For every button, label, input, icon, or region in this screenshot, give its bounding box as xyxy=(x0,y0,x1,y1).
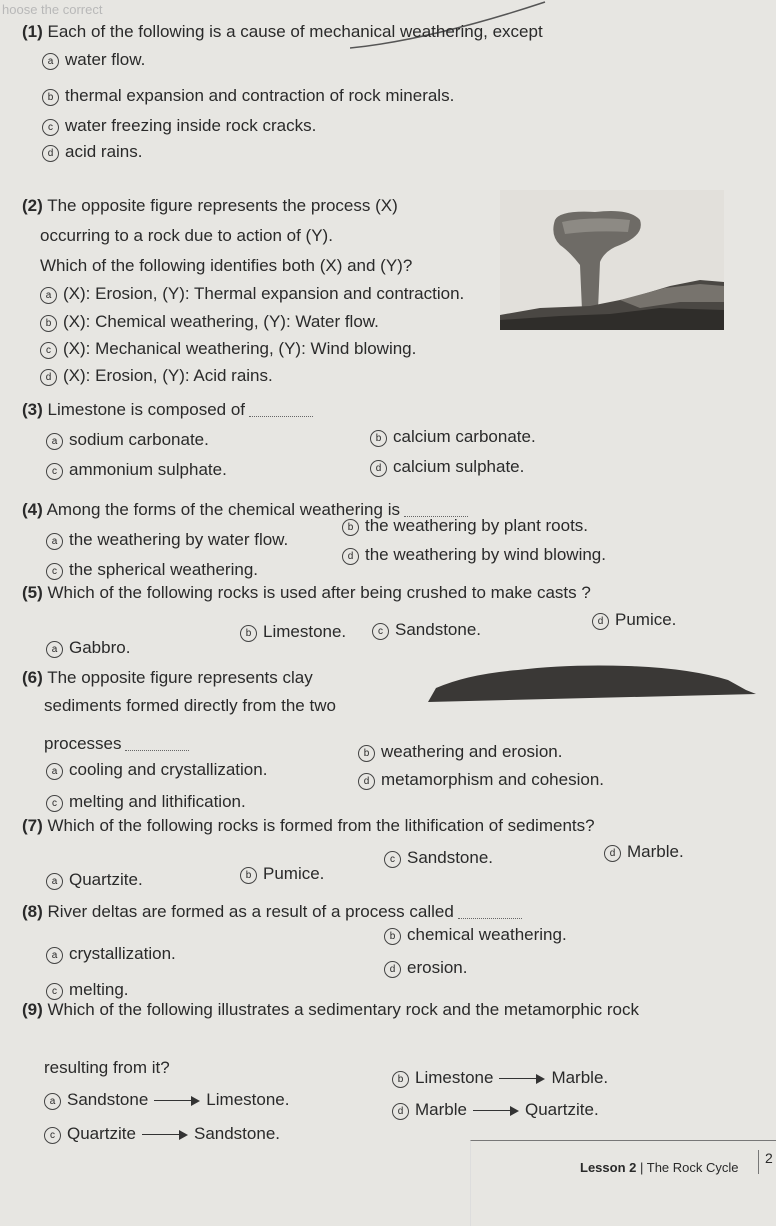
q4-option-c[interactable]: c the spherical weathering. xyxy=(46,560,258,580)
option-b-marker: b xyxy=(358,745,375,762)
question-5-stem: (5) Which of the following rocks is used after being crushed to make casts ? xyxy=(22,583,591,602)
arrow-icon xyxy=(154,1096,200,1106)
q7-option-a[interactable]: a Quartzite. xyxy=(46,870,143,890)
q9-option-d[interactable]: d Marble Quartzite. xyxy=(392,1100,599,1120)
q3-option-b[interactable]: b calcium carbonate. xyxy=(370,427,536,447)
section-heading-fragment: hoose the correct xyxy=(2,2,103,17)
q5-option-a[interactable]: a Gabbro. xyxy=(46,638,130,658)
option-a-marker: a xyxy=(46,641,63,658)
q2-option-a[interactable]: a (X): Erosion, (Y): Thermal expansion and contraction. xyxy=(40,284,464,304)
option-c-marker: c xyxy=(372,623,389,640)
option-c-marker: c xyxy=(44,1127,61,1144)
option-b-marker: b xyxy=(240,867,257,884)
arrow-icon xyxy=(499,1074,545,1084)
q4-option-d[interactable]: d the weathering by wind blowing. xyxy=(342,545,606,565)
option-a-marker: a xyxy=(46,947,63,964)
option-b-marker: b xyxy=(42,89,59,106)
question-6-stem-line1: (6) The opposite figure represents clay xyxy=(22,668,313,687)
option-b-marker: b xyxy=(370,430,387,447)
option-c-marker: c xyxy=(42,119,59,136)
question-9-stem-line1: (9) Which of the following illustrates a sedimentary rock and the metamorphic rock xyxy=(22,1000,639,1019)
option-a-marker: a xyxy=(42,53,59,70)
q4-option-a[interactable]: a the weathering by water flow. xyxy=(46,530,288,550)
option-a-marker: a xyxy=(46,533,63,550)
option-d-marker: d xyxy=(592,613,609,630)
q2-option-b[interactable]: b (X): Chemical weathering, (Y): Water flow. xyxy=(40,312,379,332)
question-6-stem-line2: sediments formed directly from the two xyxy=(44,696,336,715)
q6-option-c[interactable]: c melting and lithification. xyxy=(46,792,246,812)
answer-blank xyxy=(249,402,313,417)
question-4-stem: (4) Among the forms of the chemical weathering is xyxy=(22,500,468,520)
q6-option-b[interactable]: b weathering and erosion. xyxy=(358,742,562,762)
option-c-marker: c xyxy=(40,342,57,359)
q1-option-a[interactable]: a water flow. xyxy=(42,50,145,70)
q2-option-c[interactable]: c (X): Mechanical weathering, (Y): Wind blowing. xyxy=(40,339,416,359)
q5-option-b[interactable]: b Limestone. xyxy=(240,622,346,642)
option-b-marker: b xyxy=(240,625,257,642)
option-c-marker: c xyxy=(46,463,63,480)
answer-blank xyxy=(404,502,468,517)
option-d-marker: d xyxy=(40,369,57,386)
q9-option-b[interactable]: b Limestone Marble. xyxy=(392,1068,608,1088)
option-a-marker: a xyxy=(40,287,57,304)
arrow-icon xyxy=(473,1106,519,1116)
option-c-marker: c xyxy=(46,983,63,1000)
question-8-stem: (8) River deltas are formed as a result of a process called xyxy=(22,902,522,922)
question-7-stem: (7) Which of the following rocks is formed from the lithification of sediments? xyxy=(22,816,595,835)
option-a-marker: a xyxy=(46,433,63,450)
q8-option-c[interactable]: c melting. xyxy=(46,980,129,1000)
q3-option-a[interactable]: a sodium carbonate. xyxy=(46,430,209,450)
question-1-stem: (1) Each of the following is a cause of mechanical weathering, except xyxy=(22,22,543,41)
question-2-stem-line2: occurring to a rock due to action of (Y). xyxy=(40,226,333,245)
option-b-marker: b xyxy=(392,1071,409,1088)
q2-option-d[interactable]: d (X): Erosion, (Y): Acid rains. xyxy=(40,366,273,386)
option-d-marker: d xyxy=(42,145,59,162)
q8-option-b[interactable]: b chemical weathering. xyxy=(384,925,567,945)
option-c-marker: c xyxy=(46,563,63,580)
q3-option-c[interactable]: c ammonium sulphate. xyxy=(46,460,227,480)
option-c-marker: c xyxy=(46,795,63,812)
q9-option-a[interactable]: a Sandstone Limestone. xyxy=(44,1090,289,1110)
q5-option-c[interactable]: c Sandstone. xyxy=(372,620,481,640)
clay-sediment-figure xyxy=(428,660,758,708)
mushroom-rock-photo xyxy=(500,190,724,330)
question-9-stem-line2: resulting from it? xyxy=(44,1058,170,1077)
q8-option-d[interactable]: d erosion. xyxy=(384,958,467,978)
option-a-marker: a xyxy=(44,1093,61,1110)
option-b-marker: b xyxy=(384,928,401,945)
q1-option-c[interactable]: c water freezing inside rock cracks. xyxy=(42,116,316,136)
option-b-marker: b xyxy=(40,315,57,332)
question-3-stem: (3) Limestone is composed of xyxy=(22,400,313,420)
option-d-marker: d xyxy=(342,548,359,565)
option-d-marker: d xyxy=(604,845,621,862)
q6-option-d[interactable]: d metamorphism and cohesion. xyxy=(358,770,604,790)
q4-option-b[interactable]: b the weathering by plant roots. xyxy=(342,516,588,536)
arrow-icon xyxy=(142,1130,188,1140)
q5-option-d[interactable]: d Pumice. xyxy=(592,610,676,630)
q7-option-c[interactable]: c Sandstone. xyxy=(384,848,493,868)
question-2-stem-line1: (2) The opposite figure represents the process (X) xyxy=(22,196,398,215)
footer-lesson-label: Lesson 2 | The Rock Cycle xyxy=(580,1160,739,1175)
q6-option-a[interactable]: a cooling and crystallization. xyxy=(46,760,267,780)
option-d-marker: d xyxy=(358,773,375,790)
option-d-marker: d xyxy=(370,460,387,477)
q3-option-d[interactable]: d calcium sulphate. xyxy=(370,457,524,477)
question-2-stem-line3: Which of the following identifies both (X) and (Y)? xyxy=(40,256,413,275)
q1-option-d[interactable]: d acid rains. xyxy=(42,142,142,162)
option-a-marker: a xyxy=(46,763,63,780)
q7-option-d[interactable]: d Marble. xyxy=(604,842,684,862)
q9-option-c[interactable]: c Quartzite Sandstone. xyxy=(44,1124,280,1144)
q7-option-b[interactable]: b Pumice. xyxy=(240,864,324,884)
option-c-marker: c xyxy=(384,851,401,868)
q1-option-b[interactable]: b thermal expansion and contraction of rock minerals. xyxy=(42,86,454,106)
option-d-marker: d xyxy=(392,1103,409,1120)
question-6-stem-line3: processes xyxy=(44,734,189,754)
q8-option-a[interactable]: a crystallization. xyxy=(46,944,176,964)
footer-frame xyxy=(470,1140,776,1226)
option-a-marker: a xyxy=(46,873,63,890)
answer-blank xyxy=(125,736,189,751)
answer-blank xyxy=(458,904,522,919)
option-b-marker: b xyxy=(342,519,359,536)
option-d-marker: d xyxy=(384,961,401,978)
page-number: 2 xyxy=(758,1150,773,1174)
